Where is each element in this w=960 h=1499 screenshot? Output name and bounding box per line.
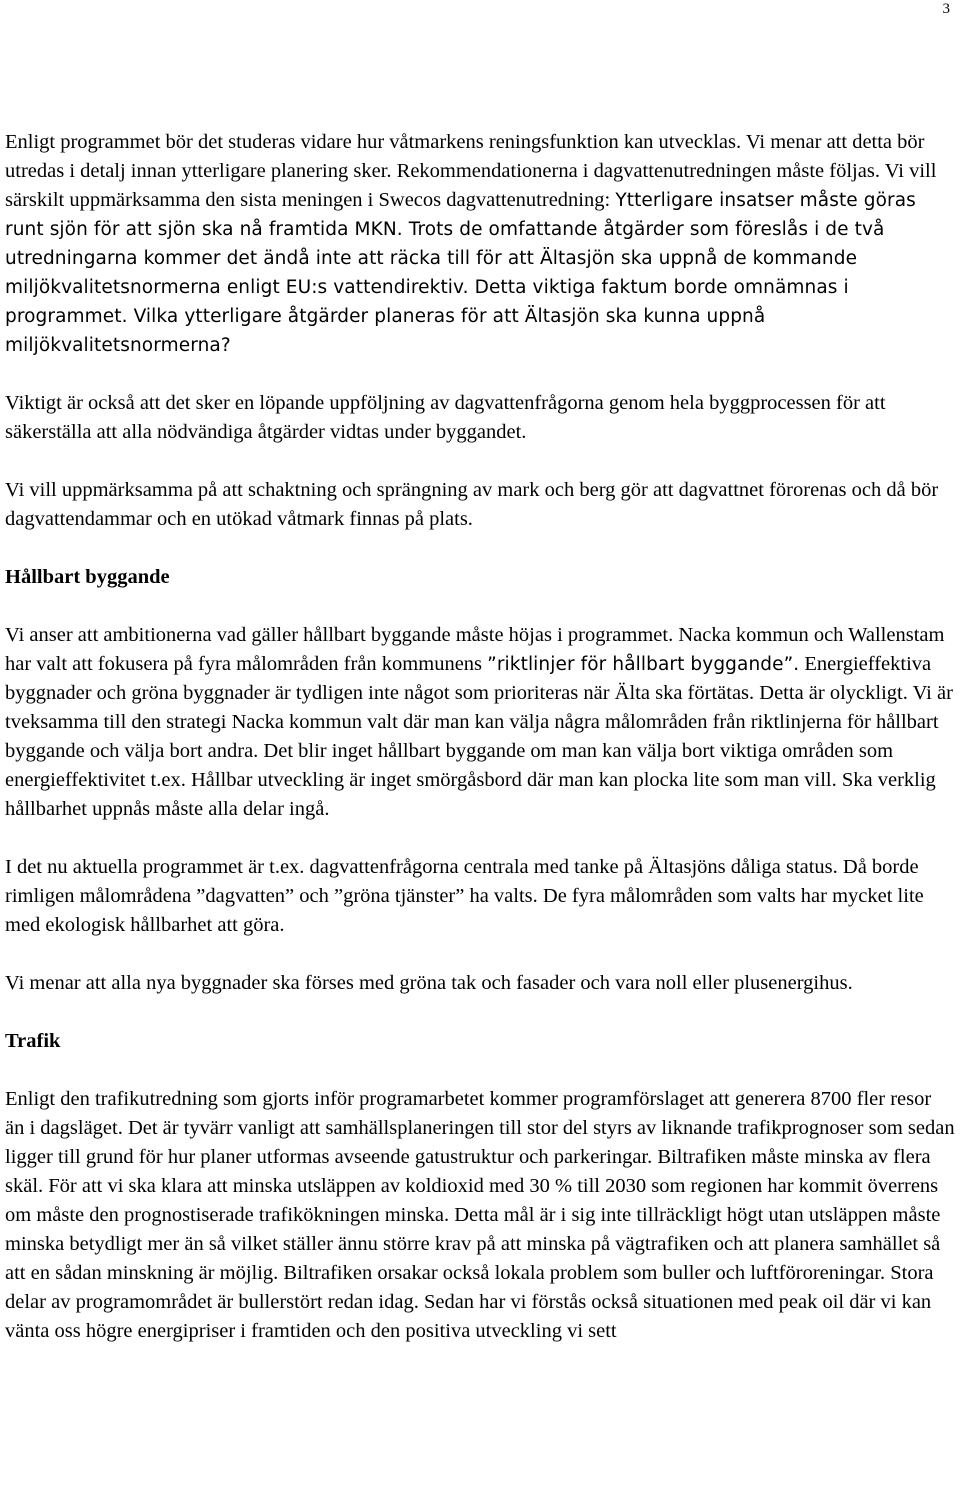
- paragraph-grona-tak: Vi menar att alla nya byggnader ska förses med gröna tak och fasader och vara noll eller plusenergihus.: [5, 972, 853, 994]
- paragraph-text: Vi anser att ambitionerna vad gäller hållbart byggande måste höjas i programmet. Nacka kommun och Wallenstam har valt att fokusera på fyra målområden från kommunens: [5, 624, 945, 675]
- heading-trafik: Trafik: [5, 1030, 61, 1052]
- riktlinjer-quote: ”riktlinjer för hållbart byggande”.: [487, 654, 800, 675]
- paragraph-text: Enligt programmet bör det studeras vidare hur våtmarkens reningsfunktion kan utvecklas. Vi menar att detta bör utredas i detalj innan ytterligare planering sker. Rekommendationerna i dagvattenutredningen måste följas. Vi vill särskilt uppmärksamma den sista meningen i Swecos dagvattenutredning:: [5, 131, 937, 211]
- paragraph-aktuella-programmet: I det nu aktuella programmet är t.ex. dagvattenfrågorna centrala med tanke på Ältasjöns dåliga status. Då borde rimligen målområdena ”dagvatten” och ”gröna tjänster” ha valts. De fyra målområden som valts har mycket lite med ekologisk hållbarhet att göra.: [5, 856, 924, 936]
- paragraph-text-sans: Trots de omfattande åtgärder som föreslås i de två utredningarna kommer det ändå inte att räcka till för att Ältasjön ska uppnå de kommande miljökvalitetsnormerna enligt EU:s vattendirektiv. Detta viktiga faktum borde omnämnas i programmet. Vilka ytterligare åtgärder planeras för att Ältasjön ska kunna uppnå miljökvalitetsnormerna?: [5, 219, 885, 356]
- paragraph-schaktning: Vi vill uppmärksamma på att schaktning och sprängning av mark och berg gör att dagvattnet förorenas och då bör dagvattendammar och en utökad våtmark finnas på plats.: [5, 479, 939, 530]
- document-body: [5, 128, 955, 1346]
- paragraph-ambitioner: [5, 621, 955, 824]
- page-number: 3: [942, 1, 950, 17]
- paragraph-text: Energieffektiva byggnader och gröna byggnader är tydligen inte något som prioriteras när Älta ska förtätas. Detta är olyckligt. Vi är tveksamma till den strategi Nacka kommun valt där man kan välja några målområden från riktlinjerna för hållbart byggande och välja bort andra. Det blir inget hållbart byggande om man kan välja bort viktiga områden som energieffektivitet t.ex. Hållbar utveckling är inget smörgåsbord där man kan plocka lite som man vill. Ska verklig hållbarhet uppnås måste alla delar ingå.: [5, 653, 953, 820]
- paragraph-uppfoljning: Viktigt är också att det sker en löpande uppföljning av dagvattenfrågorna genom hela byggprocessen för att säkerställa att alla nödvändiga åtgärder vidtas under byggandet.: [5, 392, 886, 443]
- paragraph-dagvatten-program: [5, 128, 955, 360]
- heading-hallbart-byggande: Hållbart byggande: [5, 566, 170, 588]
- paragraph-trafikutredning: Enligt den trafikutredning som gjorts inför programarbetet kommer programförslaget att generera 8700 fler resor än i dagsläget. Det är tyvärr vanligt att samhällsplaneringen till stor del styrs av liknande trafikprognoser som sedan ligger till grund för hur planer utformas avseende gatustruktur och parkeringar. Biltrafiken måste minska av flera skäl. För att vi ska klara att minska utsläppen av koldioxid med 30 % till 2030 som regionen har kommit överrens om måste den prognostiserade trafikökningen minska. Detta mål är i sig inte tillräckligt högt utan utsläppen måste minska betydligt mer än så vilket ställer ännu större krav på att minska på vägtrafiken och att planera samhället så att en sådan minskning är möjlig. Biltrafiken orsakar också lokala problem som buller och luftföroreningar. Stora delar av programområdet är bullerstört redan idag. Sedan har vi förstås också situationen med peak oil där vi kan vänta oss högre energipriser i framtiden och den positiva utveckling vi sett: [5, 1088, 955, 1342]
- sweco-quote: Ytterligare insatser måste göras runt sjön för att sjön ska nå framtida MKN.: [5, 190, 916, 240]
